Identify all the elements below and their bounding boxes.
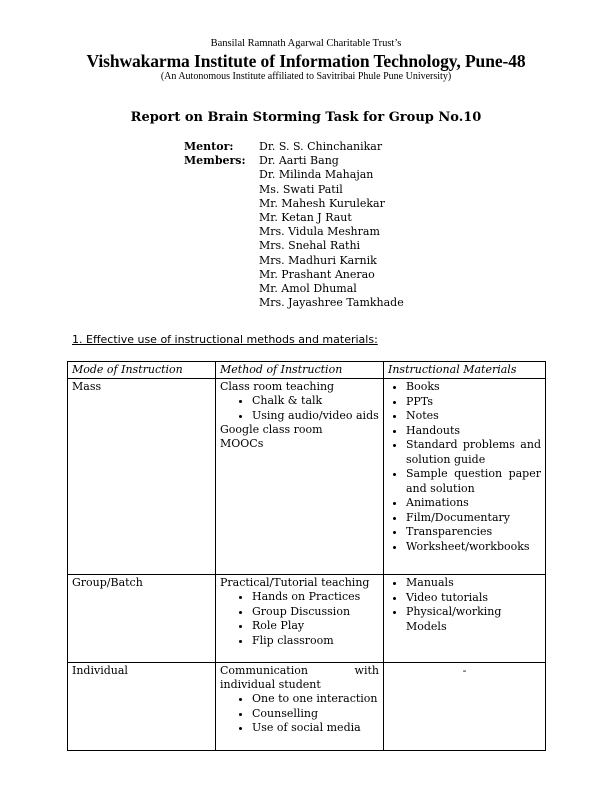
- table-row: [68, 379, 546, 575]
- column-header: Instructional Materials: [384, 362, 546, 379]
- members-label: Members:: [184, 154, 246, 168]
- member-row: [184, 168, 404, 182]
- table-row: [68, 575, 546, 663]
- report-title: Report on Brain Storming Task for Group No.10: [130, 110, 482, 125]
- member-row: [184, 268, 404, 282]
- method-list: [220, 590, 379, 648]
- list-item: • One to one interaction: [252, 692, 379, 707]
- member-name: Ms. Swati Patil: [259, 182, 343, 196]
- list-item: • Chalk & talk: [252, 394, 379, 409]
- institute-affiliation: (An Autonomous Institute affiliated to Savitribai Phule Pune University): [160, 71, 452, 82]
- member-name: Mrs. Snehal Rathi: [259, 239, 361, 253]
- list-item: • Sample question paper and solution: [406, 467, 541, 496]
- list-item: • PPTs: [406, 395, 541, 410]
- list-item: • Books: [406, 380, 541, 395]
- mentor-name: Dr. S. S. Chinchanikar: [259, 140, 383, 153]
- list-item: • Using audio/video aids: [252, 409, 379, 424]
- method-intro: Practical/Tutorial teaching: [220, 576, 370, 589]
- list-item: • Animations: [406, 496, 541, 511]
- mentor-label: Mentor:: [184, 140, 234, 153]
- mode-cell: Mass: [68, 379, 216, 575]
- method-list: [220, 692, 379, 736]
- mode-cell: Group/Batch: [68, 575, 216, 663]
- group-members-block: [184, 140, 404, 310]
- method-intro: Communication with individual student: [220, 664, 379, 691]
- member-row: [184, 225, 404, 239]
- table-header-row: [68, 362, 546, 379]
- member-name: Mrs. Jayashree Tamkhade: [259, 296, 404, 310]
- method-extra: Google class room: [220, 423, 323, 436]
- member-name: Mrs. Madhuri Karnik: [259, 253, 377, 267]
- list-item: • Use of social media: [252, 721, 379, 736]
- list-item: • Handouts: [406, 424, 541, 439]
- instruction-table: [67, 361, 546, 751]
- method-extra: MOOCs: [220, 437, 264, 450]
- materials-list: [388, 380, 541, 554]
- list-item: • Manuals: [406, 576, 541, 591]
- trust-name: Bansilal Ramnath Agarwal Charitable Trust’s: [210, 38, 402, 49]
- method-intro: Class room teaching: [220, 380, 335, 393]
- mentor-row: [184, 140, 404, 154]
- list-item: • Group Discussion: [252, 605, 379, 620]
- materials-cell: [384, 379, 546, 575]
- member-row: [184, 197, 404, 211]
- list-item: • Counselling: [252, 707, 379, 722]
- list-item: • Film/Documentary: [406, 511, 541, 526]
- member-row: [184, 211, 404, 225]
- member-name: Dr. Aarti Bang: [259, 154, 339, 168]
- list-item: • Notes: [406, 409, 541, 424]
- member-row: [184, 239, 404, 253]
- list-item: • Flip classroom: [252, 634, 379, 649]
- list-item: • Standard problems and solution guide: [406, 438, 541, 467]
- member-row: [184, 296, 404, 310]
- materials-cell: -: [384, 663, 546, 751]
- list-item: • Physical/working Models: [406, 605, 541, 634]
- method-cell: [216, 379, 384, 575]
- table-row: [68, 663, 546, 751]
- member-row: [184, 254, 404, 268]
- list-item: • Transparencies: [406, 525, 541, 540]
- column-header: Method of Instruction: [216, 362, 384, 379]
- member-name: Mr. Prashant Anerao: [259, 267, 375, 281]
- list-item: • Worksheet/workbooks: [406, 540, 541, 555]
- list-item: • Hands on Practices: [252, 590, 379, 605]
- materials-list: [388, 576, 541, 634]
- materials-cell: [384, 575, 546, 663]
- section-heading: 1. Effective use of instructional methods and materials:: [72, 333, 378, 346]
- member-row: [184, 154, 404, 168]
- member-name: Dr. Milinda Mahajan: [259, 168, 374, 182]
- method-cell: [216, 663, 384, 751]
- member-row: [184, 183, 404, 197]
- list-item: • Video tutorials: [406, 591, 541, 606]
- member-name: Mr. Ketan J Raut: [259, 210, 352, 224]
- mode-cell: Individual: [68, 663, 216, 751]
- column-header: Mode of Instruction: [68, 362, 216, 379]
- list-item: • Role Play: [252, 619, 379, 634]
- member-name: Mr. Mahesh Kurulekar: [259, 196, 385, 210]
- member-name: Mr. Amol Dhumal: [259, 281, 357, 295]
- institute-name: Vishwakarma Institute of Information Technology, Pune-48: [86, 51, 526, 71]
- method-list: [220, 394, 379, 423]
- method-cell: [216, 575, 384, 663]
- member-name: Mrs. Vidula Meshram: [259, 225, 380, 239]
- member-row: [184, 282, 404, 296]
